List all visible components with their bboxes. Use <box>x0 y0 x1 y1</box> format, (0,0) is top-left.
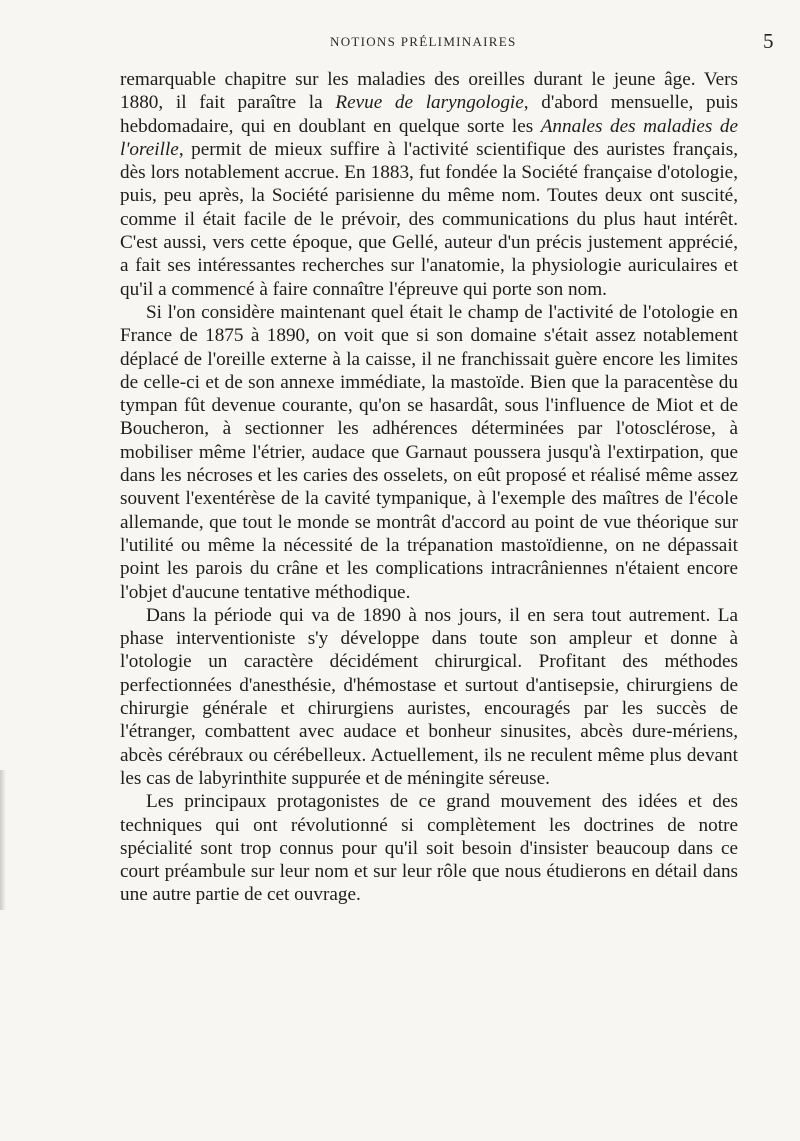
journal-title-revue-laryngologie: Revue de laryngologie <box>335 92 524 114</box>
running-title: NOTIONS PRÉLIMINAIRES <box>330 34 517 49</box>
paragraph-2: Si l'on considère maintenant quel était le champ de l'activité de l'otologie en France de 1875 à 1890, on voit que si son domaine s'était assez notablement déplacé de l'oreille externe à la caisse, il ne franchissait guère encore les limites de celle-ci et de son annexe immédiate, la mastoïde. Bien que la paracentèse du tympan fût devenue courante, qu'on se hasardât, sous l'influence de Miot et de Boucheron, à sectionner les adhérences déterminées par l'otosclérose, à mobiliser même l'étrier, audace que Garnaut poussera jusqu'à l'extirpation, que dans les nécroses et les caries des osselets, on eût proposé et réalisé même assez souvent l'exentérèse de la cavité tympanique, à l'exemple des maîtres de l'école allemande, que tout le monde se montrât d'accord au point de vue théorique sur l'utilité ou même la nécessité de la trépanation mastoïdienne, on ne dépassait point les parois du crâne et les complications intracrâniennes n'étaient encore l'objet d'aucune tentative méthodique. <box>120 301 738 603</box>
page-edge-shadow <box>0 770 6 910</box>
paragraph-4: Les principaux protagonistes de ce grand mouvement des idées et des techniques qui ont révolutionné si complètement les doctrines de notre spécialité sont trop connus pour qu'il soit besoin d'insister beaucoup dans ce court préambule sur leur nom et sur leur rôle que nous étudierons en détail dans une autre partie de cet ouvrage. <box>120 791 738 906</box>
running-head <box>0 29 800 58</box>
body-text <box>120 68 738 907</box>
paragraph-1-part-a: remarquable chapitre sur les maladies des oreilles durant le jeune âge. Vers 1880, il fait paraître la <box>120 69 738 114</box>
paragraph-1 <box>120 68 738 301</box>
paragraph-3: Dans la période qui va de 1890 à nos jours, il en sera tout autrement. La phase interventioniste s'y développe dans toute son ampleur et donne à l'otologie un caractère décidément chirurgical. Profitant des méthodes perfectionnées d'anesthésie, d'hémostase et surtout d'antisepsie, chirurgiens de chirurgie générale et chirurgiens auristes, encouragés par les succès de l'étranger, combattent avec audace et bonheur sinusites, abcès dure-mériens, abcès cérébraux ou cérébelleux. Actuellement, ils ne reculent même plus devant les cas de labyrinthite suppurée et de méningite séreuse. <box>120 604 738 789</box>
paragraph-1-part-c: , d'abord mensuelle, puis hebdomadaire, qui en doublant en quelque sorte les <box>120 92 738 137</box>
page-number: 5 <box>763 29 774 53</box>
journal-title-annales-oreille: Annales des maladies de l'oreille <box>120 115 738 160</box>
paragraph-1-part-e: , permit de mieux suffire à l'activité scientifique des auristes français, dès lors notablement accrue. En 1883, fut fondée la Société française d'otologie, puis, peu après, la Société parisienne du même nom. Toutes deux ont suscité, comme il était facile de le prévoir, des communications du plus haut intérêt. C'est aussi, vers cette époque, que Gellé, auteur d'un précis justement apprécié, a fait ses intéressantes recherches sur l'anatomie, la physiologie auriculaires et qu'il a commencé à faire connaître l'épreuve qui porte son nom. <box>120 138 738 300</box>
